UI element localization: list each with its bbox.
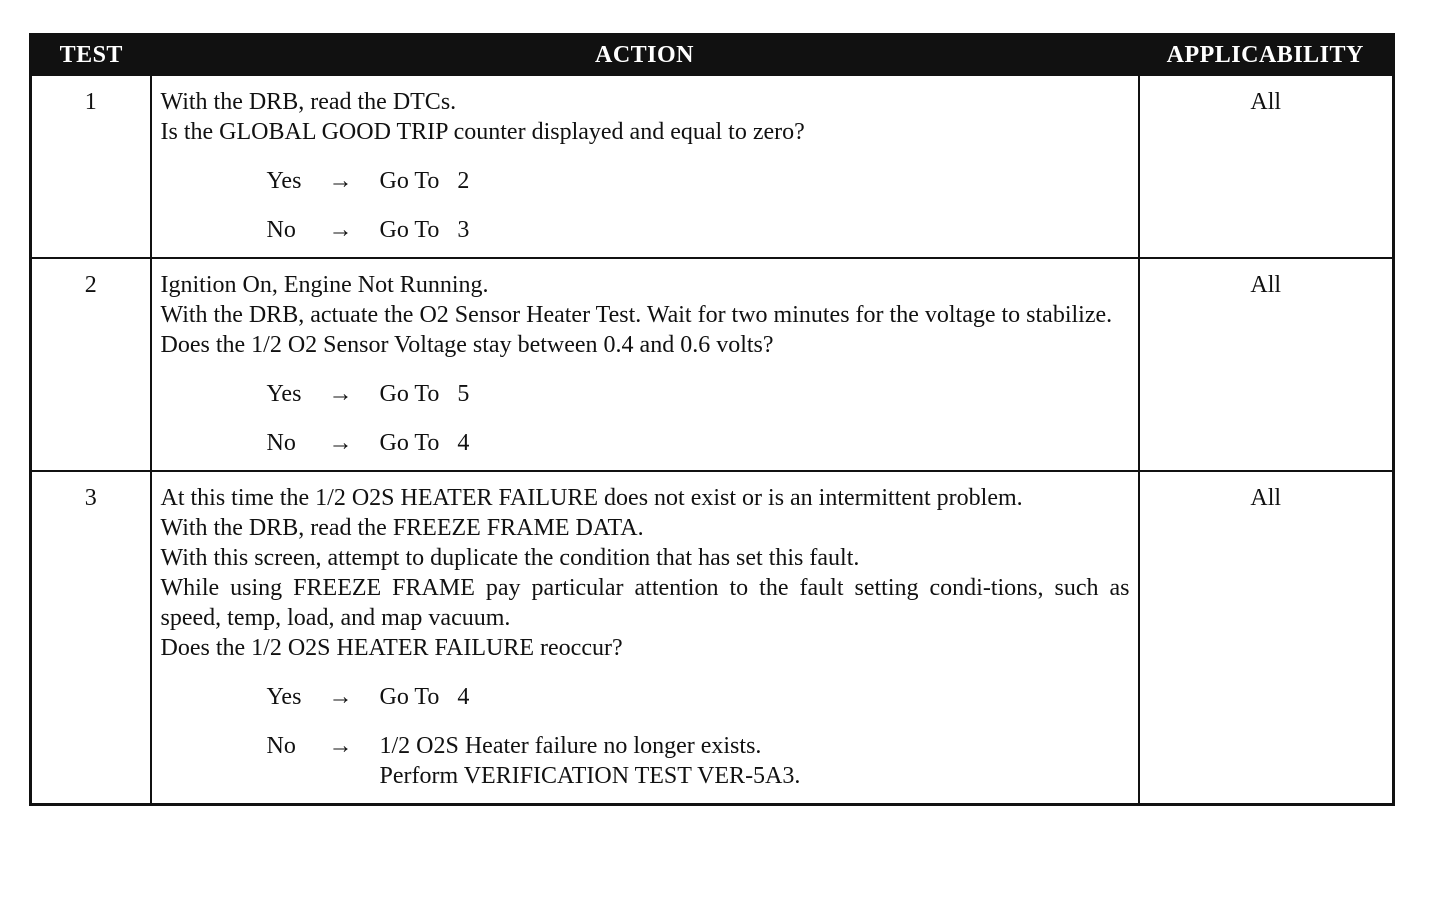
arrow-icon: → [328, 381, 353, 407]
choice-result: Perform VERIFICATION TEST VER-5A3. [379, 763, 801, 789]
test-number: 1 [31, 75, 151, 258]
test-number: 2 [31, 258, 151, 471]
table-row [31, 471, 1394, 805]
diagnostic-test-table [29, 33, 1395, 806]
choice-no [267, 731, 1130, 791]
choice-no [267, 215, 1130, 245]
action-text: At this time the 1/2 O2S HEATER FAILURE does not exist or is an intermittent problem. [160, 485, 1023, 511]
choice-answer: No [266, 430, 296, 456]
table-row [31, 75, 1394, 258]
choice-answer: No [266, 217, 296, 243]
choice-list [161, 166, 1130, 245]
choice-list [161, 682, 1130, 791]
action-text: With the DRB, actuate the O2 Sensor Heater Test. Wait for two minutes for the voltage to stabilize. [160, 302, 1113, 328]
header-applicability: APPLICABILITY [1139, 35, 1394, 76]
applicability-value: All [1139, 75, 1394, 258]
table-row [31, 258, 1394, 471]
arrow-icon: → [328, 168, 353, 194]
action-text: With this screen, attempt to duplicate the condition that has set this fault. [160, 545, 860, 571]
choice-result: Go To 3 [379, 217, 470, 243]
action-text: With the DRB, read the FREEZE FRAME DATA. [160, 515, 644, 541]
choice-answer: Yes [266, 684, 302, 710]
arrow-icon: → [328, 430, 353, 456]
header-test: TEST [31, 35, 151, 76]
table-header-row [31, 35, 1394, 76]
choice-yes [267, 379, 1130, 409]
choice-yes [267, 166, 1130, 196]
action-text: With the DRB, read the DTCs. [160, 89, 457, 115]
action-cell [151, 471, 1139, 805]
choice-result: Go To 4 [379, 684, 470, 710]
choice-result: Go To 4 [379, 430, 470, 456]
choice-result: Go To 5 [379, 381, 470, 407]
choice-result: 1/2 O2S Heater failure no longer exists. [379, 733, 762, 759]
applicability-value: All [1139, 258, 1394, 471]
action-cell [151, 258, 1139, 471]
action-text: Does the 1/2 O2 Sensor Voltage stay between 0.4 and 0.6 volts? [160, 332, 774, 358]
arrow-icon: → [328, 733, 353, 759]
choice-no [267, 428, 1130, 458]
choice-yes [267, 682, 1130, 712]
choice-answer: No [266, 733, 296, 759]
action-text: Ignition On, Engine Not Running. [160, 272, 489, 298]
action-cell [151, 75, 1139, 258]
test-number: 3 [31, 471, 151, 805]
arrow-icon: → [328, 217, 353, 243]
applicability-value: All [1139, 471, 1394, 805]
header-action: ACTION [151, 35, 1139, 76]
choice-result: Go To 2 [379, 168, 470, 194]
action-text: Does the 1/2 O2S HEATER FAILURE reoccur? [160, 635, 623, 661]
choice-list [161, 379, 1130, 458]
action-text: While using FREEZE FRAME pay particular attention to the fault setting condi-tions, such as speed, temp, load, and map vacuum. [160, 575, 1130, 631]
choice-answer: Yes [266, 168, 302, 194]
action-text: Is the GLOBAL GOOD TRIP counter displayed and equal to zero? [160, 119, 805, 145]
choice-answer: Yes [266, 381, 302, 407]
arrow-icon: → [328, 684, 353, 710]
